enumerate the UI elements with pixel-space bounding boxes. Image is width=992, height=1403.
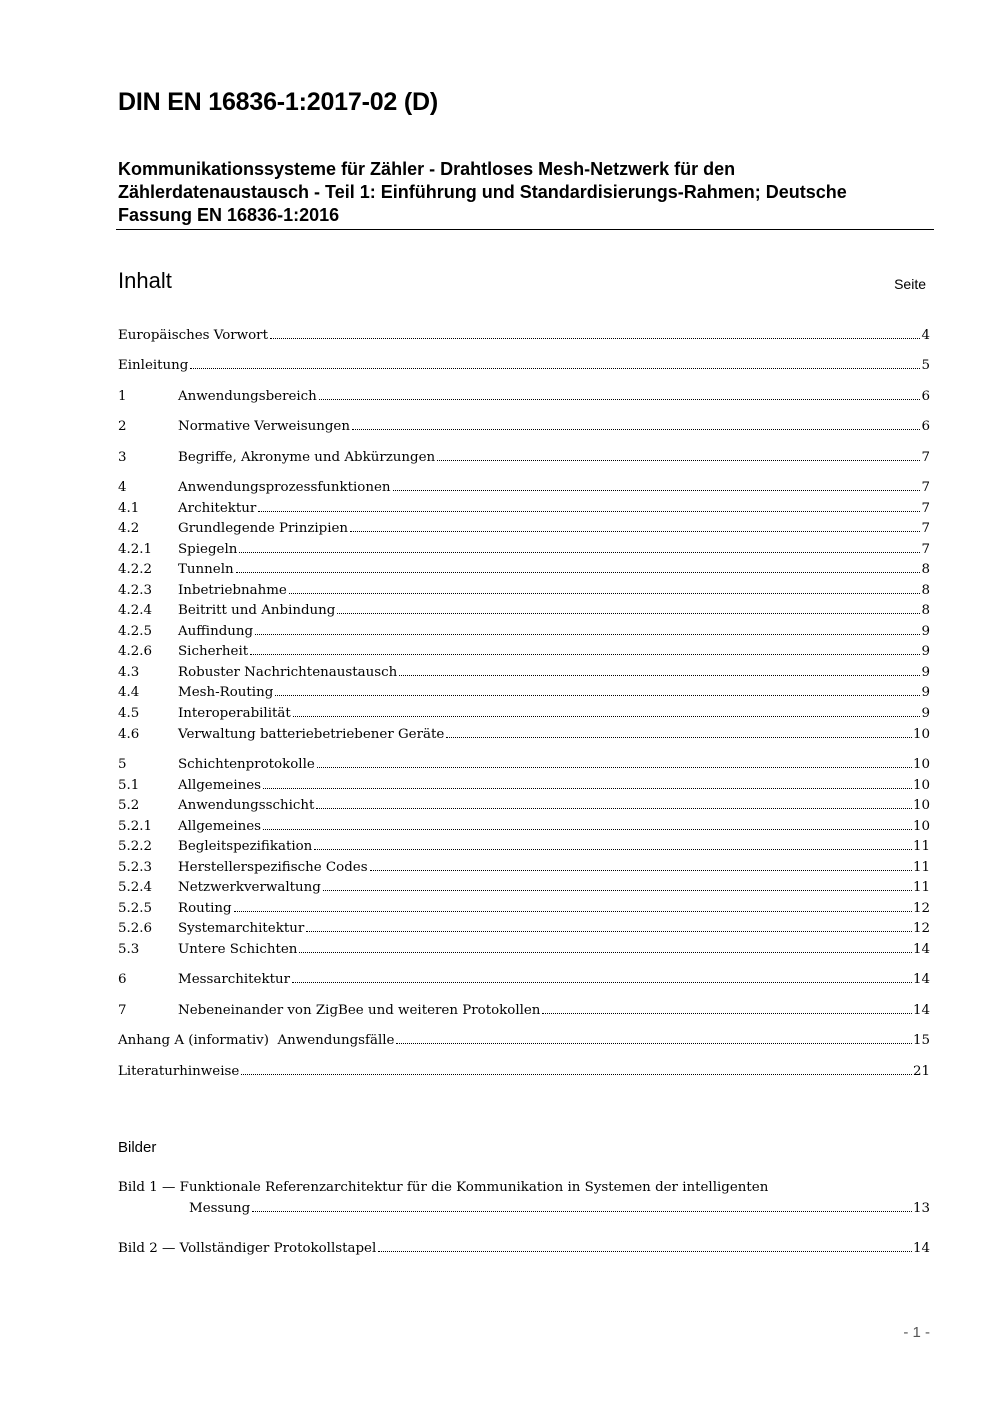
page-number: - 1 - (903, 1324, 930, 1341)
leader-dots (399, 674, 920, 676)
leader-dots (319, 398, 921, 400)
toc-entry[interactable] (118, 540, 930, 559)
toc-entry-number: 5.2.5 (118, 901, 153, 916)
toc-entry-page: 12 (912, 921, 930, 936)
toc-entry-number: 4.2.6 (118, 644, 153, 659)
toc-entry-number: 2 (118, 419, 127, 434)
toc-entry-number: 5.2.4 (118, 880, 153, 895)
toc-entry[interactable] (118, 899, 930, 918)
toc-entry-label: Untere Schichten (178, 942, 298, 957)
toc-entry-page: 5 (921, 358, 930, 373)
toc-heading: Inhalt (118, 268, 172, 293)
toc-entry-number: 5.1 (118, 778, 140, 793)
toc-entry-label: Robuster Nachrichtenaustausch (178, 665, 398, 680)
toc-entry-page: 12 (912, 901, 930, 916)
toc-entry-page: 8 (921, 562, 930, 577)
toc-entry[interactable] (118, 683, 930, 702)
toc-entry-label: Begleitspezifikation (178, 839, 313, 854)
leader-dots (352, 428, 921, 430)
document-title: DIN EN 16836-1:2017-02 (D) (118, 88, 438, 116)
toc-entry[interactable] (118, 478, 930, 497)
toc-entry-label: Architektur (178, 501, 257, 516)
toc-entry[interactable] (118, 417, 930, 436)
toc-entry-label: Systemarchitektur (178, 921, 305, 936)
toc-entry[interactable] (118, 326, 930, 345)
toc-entry-page: 7 (921, 450, 930, 465)
toc-entry-number: 4.3 (118, 665, 140, 680)
toc-entry-page: 11 (912, 860, 930, 875)
toc-entry[interactable] (118, 837, 930, 856)
leader-dots (250, 653, 920, 655)
toc-entry-label: Sicherheit (178, 644, 249, 659)
toc-entry-page: 8 (921, 603, 930, 618)
toc-entry-page: 15 (912, 1033, 930, 1048)
toc-entry-page: 10 (912, 819, 930, 834)
toc-entry-label: Einleitung (118, 358, 189, 373)
leader-dots (241, 1073, 912, 1075)
toc-entry-page: 11 (912, 880, 930, 895)
toc-entry-number: 4.6 (118, 727, 140, 742)
document-subtitle (118, 158, 936, 227)
leader-dots (293, 715, 921, 717)
leader-dots (542, 1012, 912, 1014)
toc-entry-label: Literaturhinweise (118, 1064, 240, 1079)
toc-entry-label: Nebeneinander von ZigBee und weiteren Protokollen (178, 1003, 541, 1018)
subtitle-line: Kommunikationssysteme für Zähler - Drahtloses Mesh-Netzwerk für den (118, 159, 736, 179)
toc-entry-page: 14 (912, 1003, 930, 1018)
toc-entry[interactable] (118, 817, 930, 836)
leader-dots (316, 807, 912, 809)
toc-entry-label: Interoperabilität (178, 706, 291, 721)
leader-dots (236, 571, 921, 573)
toc-entry-number: 5.2 (118, 798, 140, 813)
toc-entry-label: Auffindung (178, 624, 254, 639)
leader-dots (255, 633, 920, 635)
leader-dots (234, 910, 912, 912)
toc-entry-number: 4.1 (118, 501, 140, 516)
leader-dots (258, 510, 920, 512)
toc-entry-page: 7 (921, 501, 930, 516)
leader-dots (190, 367, 920, 369)
toc-entry[interactable] (118, 1001, 930, 1020)
leader-dots (289, 592, 921, 594)
toc-entry-label: Spiegeln (178, 542, 238, 557)
leader-dots (317, 766, 912, 768)
toc-entry-number: 4.2.4 (118, 603, 153, 618)
toc-entry-label: Allgemeines (178, 778, 262, 793)
leader-dots (306, 930, 912, 932)
toc-entry-label: Verwaltung batteriebetriebener Geräte (178, 727, 445, 742)
title-divider (116, 229, 934, 230)
toc-entry-number: 4.2.3 (118, 583, 153, 598)
figure-entry[interactable] (189, 1199, 930, 1218)
toc-entry-label: Herstellerspezifische Codes (178, 860, 368, 875)
leader-dots (396, 1042, 911, 1044)
toc-page-column-label: Seite (894, 276, 926, 292)
toc-entry-number: 5.2.1 (118, 819, 153, 834)
figure-entry-page: 14 (912, 1241, 930, 1256)
toc-entry-label: Normative Verweisungen (178, 419, 350, 434)
leader-dots (314, 848, 912, 850)
toc-entry-page: 14 (912, 942, 930, 957)
toc-entry-page: 9 (921, 685, 930, 700)
toc-entry[interactable] (118, 970, 930, 989)
leader-dots (337, 612, 920, 614)
toc-entry-label: Schichtenprotokolle (178, 757, 315, 772)
leader-dots (323, 889, 912, 891)
toc-entry-label: Anwendungsschicht (178, 798, 315, 813)
toc-entry[interactable] (118, 642, 930, 661)
leader-dots (252, 1210, 912, 1212)
toc-entry-number: 4.5 (118, 706, 140, 721)
toc-entry-number: 5.2.2 (118, 839, 153, 854)
toc-entry-number: 4.2 (118, 521, 140, 536)
toc-entry-label: Begriffe, Akronyme und Abkürzungen (178, 450, 436, 465)
toc-entry-label: Tunneln (178, 562, 234, 577)
leader-dots (275, 694, 920, 696)
toc-entry[interactable] (118, 755, 930, 774)
toc-entry-page: 10 (912, 727, 930, 742)
toc-entry[interactable] (118, 704, 930, 723)
toc-entry-number: 5 (118, 757, 127, 772)
toc-entry-page: 7 (921, 480, 930, 495)
toc-entry-page: 7 (921, 542, 930, 557)
leader-dots (437, 459, 920, 461)
toc-entry-label: Anwendungsbereich (178, 389, 317, 404)
figure-entry-page: 13 (912, 1201, 930, 1216)
toc-entry-label: Netzwerkverwaltung (178, 880, 321, 895)
toc-entry-label: Anhang A (informativ) Anwendungsfälle (118, 1033, 395, 1048)
toc-entry[interactable] (118, 725, 930, 744)
toc-entry-page: 6 (921, 389, 930, 404)
toc-entry[interactable] (118, 1031, 930, 1050)
subtitle-line: Fassung EN 16836-1:2016 (118, 205, 340, 225)
toc-entry-page: 7 (921, 521, 930, 536)
toc-entry-page: 9 (921, 706, 930, 721)
toc-entry[interactable] (118, 560, 930, 579)
toc-entry-number: 5.2.6 (118, 921, 153, 936)
figure-entry-label: Bild 2 — Vollständiger Protokollstapel (118, 1241, 377, 1256)
toc-entry[interactable] (118, 776, 930, 795)
toc-entry-number: 3 (118, 450, 127, 465)
toc-entry-page: 4 (921, 328, 930, 343)
toc-entry-page: 9 (921, 624, 930, 639)
toc-entry-label: Routing (178, 901, 232, 916)
toc-entry-label: Messarchitektur (178, 972, 290, 987)
leader-dots (292, 981, 912, 983)
leader-dots (263, 828, 912, 830)
toc-entry-number: 5.2.3 (118, 860, 153, 875)
toc-entry[interactable] (118, 356, 930, 375)
toc-entry-page: 11 (912, 839, 930, 854)
toc-entry-page: 14 (912, 972, 930, 987)
toc-entry-label: Mesh-Routing (178, 685, 274, 700)
leader-dots (370, 869, 912, 871)
leader-dots (239, 551, 920, 553)
toc-entry[interactable] (118, 663, 930, 682)
toc-entry[interactable] (118, 796, 930, 815)
toc-entry[interactable] (118, 858, 930, 877)
toc-entry-page: 8 (921, 583, 930, 598)
toc-entry-label: Europäisches Vorwort (118, 328, 268, 343)
toc-entry[interactable] (118, 601, 930, 620)
toc-entry-number: 1 (118, 389, 127, 404)
toc-entry[interactable] (118, 448, 930, 467)
toc-entry-number: 4 (118, 480, 127, 495)
toc-entry[interactable] (118, 519, 930, 538)
leader-dots (350, 530, 920, 532)
toc-entry-page: 10 (912, 798, 930, 813)
figures-heading: Bilder (118, 1139, 157, 1156)
toc-entry[interactable] (118, 499, 930, 518)
leader-dots (446, 736, 912, 738)
figure-entry-label-cont: Messung (189, 1201, 251, 1216)
toc-entry[interactable] (118, 581, 930, 600)
toc-entry[interactable] (118, 622, 930, 641)
toc-entry-label: Grundlegende Prinzipien (178, 521, 349, 536)
leader-dots (270, 337, 921, 339)
toc-entry-number: 7 (118, 1003, 127, 1018)
toc-entry-number: 5.3 (118, 942, 140, 957)
toc-entry-page: 21 (912, 1064, 930, 1079)
toc-entry-number: 4.2.2 (118, 562, 153, 577)
toc-entry-page: 9 (921, 644, 930, 659)
toc-entry-label: Beitritt und Anbindung (178, 603, 336, 618)
subtitle-line: Zählerdatenaustausch - Teil 1: Einführung und Standardisierungs-Rahmen; Deutsche (118, 182, 847, 202)
toc-entry-number: 6 (118, 972, 127, 987)
toc-entry[interactable] (118, 387, 930, 406)
toc-entry-page: 10 (912, 778, 930, 793)
leader-dots (378, 1250, 912, 1252)
toc-entry-page: 6 (921, 419, 930, 434)
toc-entry-label: Inbetriebnahme (178, 583, 287, 598)
leader-dots (393, 489, 921, 491)
toc-entry-label: Anwendungsprozessfunktionen (178, 480, 391, 495)
figure-entry[interactable] (118, 1239, 930, 1258)
figure-entry-label[interactable]: Bild 1 — Funktionale Referenzarchitektur für die Kommunikation in Systemen der intelligenten (118, 1180, 769, 1195)
toc-entry[interactable] (118, 919, 930, 938)
toc-entry[interactable] (118, 878, 930, 897)
leader-dots (299, 951, 912, 953)
toc-entry-number: 4.2.5 (118, 624, 153, 639)
toc-entry-number: 4.2.1 (118, 542, 153, 557)
toc-entry[interactable] (118, 1062, 930, 1081)
toc-entry-page: 9 (921, 665, 930, 680)
toc-entry[interactable] (118, 940, 930, 959)
toc-entry-label: Allgemeines (178, 819, 262, 834)
leader-dots (263, 787, 912, 789)
toc-entry-page: 10 (912, 757, 930, 772)
toc-entry-number: 4.4 (118, 685, 140, 700)
